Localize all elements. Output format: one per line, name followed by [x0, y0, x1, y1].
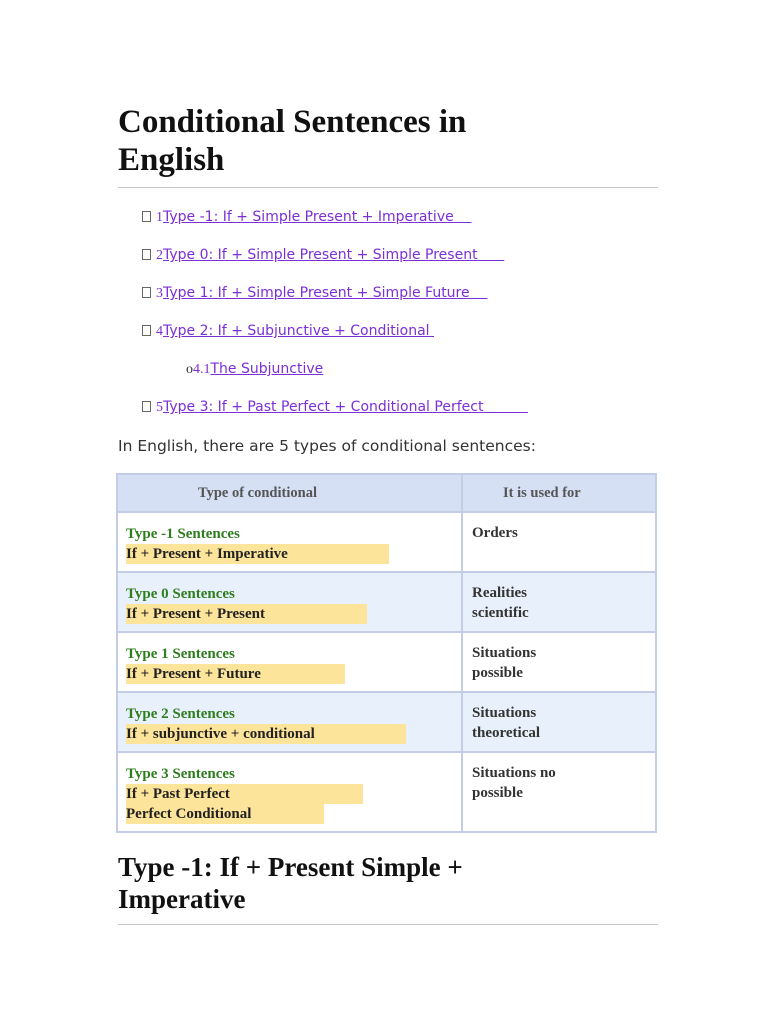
table-header-row — [117, 474, 656, 512]
title-divider — [118, 187, 658, 188]
usage-text: Orders — [472, 525, 518, 541]
toc-link[interactable]: Type 2: If + Subjunctive + Conditional — [163, 323, 430, 339]
conditional-types-table — [116, 473, 657, 833]
table-row — [117, 572, 656, 632]
formula: If + Present + Present — [126, 604, 367, 624]
toc-link[interactable]: The Subjunctive — [210, 361, 324, 377]
usage-text: theoretical — [472, 725, 541, 741]
usage-text: possible — [472, 665, 523, 681]
toc-item-4[interactable]: 4 Type 2: If + Subjunctive + Conditional — [142, 322, 434, 341]
toc-link[interactable]: Type 0: If + Simple Present + Simple Present — [163, 247, 478, 263]
intro-text: In English, there are 5 types of conditional sentences: — [118, 437, 536, 455]
usage-text: Situations — [472, 705, 537, 721]
table-row — [117, 632, 656, 692]
toc-item-2[interactable]: 2 Type 0: If + Simple Present + Simple Present — [142, 246, 504, 265]
column-header: Type of conditional — [117, 474, 462, 512]
type-name: Type 3 Sentences — [126, 766, 235, 782]
bullet-icon: o — [186, 362, 193, 377]
usage-text: possible — [472, 785, 523, 801]
page-title: Conditional Sentences in English — [118, 104, 467, 178]
formula: If + subjunctive + conditional — [126, 724, 406, 744]
toc-link[interactable]: Type -1: If + Simple Present + Imperative — [163, 209, 454, 225]
formula: If + Past Perfect — [126, 784, 363, 804]
section-heading: Type -1: If + Present Simple + Imperative — [118, 852, 463, 914]
formula: If + Present + Future — [126, 664, 345, 684]
section-divider — [118, 924, 658, 925]
usage-text: Situations no — [472, 765, 556, 781]
usage-text: Situations — [472, 645, 537, 661]
checkbox-icon — [142, 401, 151, 412]
toc-item-1[interactable]: 1 Type -1: If + Simple Present + Imperative — [142, 208, 472, 227]
usage-text: scientific — [472, 605, 529, 621]
checkbox-icon — [142, 287, 151, 298]
table-row — [117, 512, 656, 572]
table-row — [117, 752, 656, 832]
type-name: Type 0 Sentences — [126, 586, 235, 602]
formula: Perfect Conditional — [126, 804, 324, 824]
type-name: Type -1 Sentences — [126, 526, 240, 542]
checkbox-icon — [142, 211, 151, 222]
column-header: It is used for — [462, 474, 656, 512]
toc-item-5[interactable]: 5 Type 3: If + Past Perfect + Conditional Perfect — [142, 398, 528, 417]
toc-item-4-1[interactable]: o 4.1 The Subjunctive — [186, 361, 324, 377]
checkbox-icon — [142, 325, 151, 336]
toc-link[interactable]: Type 3: If + Past Perfect + Conditional Perfect — [163, 399, 484, 415]
usage-text: Realities — [472, 585, 527, 601]
formula: If + Present + Imperative — [126, 544, 389, 564]
type-name: Type 2 Sentences — [126, 706, 235, 722]
type-name: Type 1 Sentences — [126, 646, 235, 662]
toc-link[interactable]: Type 1: If + Simple Present + Simple Future — [163, 285, 470, 301]
toc-item-3[interactable]: 3 Type 1: If + Simple Present + Simple Future — [142, 284, 487, 303]
checkbox-icon — [142, 249, 151, 260]
table-row — [117, 692, 656, 752]
